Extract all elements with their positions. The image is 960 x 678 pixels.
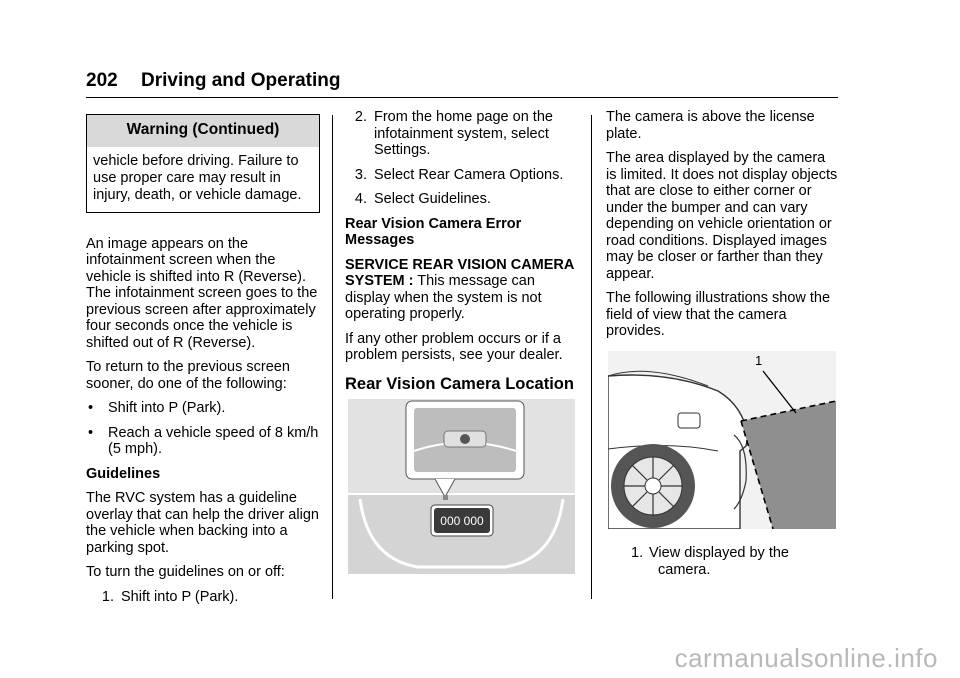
paragraph: To return to the previous screen sooner, do one of the following: [86, 359, 290, 392]
step-text: Select Rear Camera Options. [374, 166, 564, 183]
step-item [345, 191, 577, 208]
paragraph: The following illustrations show the field of view that the camera provides. [606, 290, 831, 339]
camera-location-heading: Rear Vision Camera Location [345, 374, 574, 393]
caption-line-2: camera. [658, 562, 711, 578]
step-number: 4. [354, 191, 367, 207]
license-plate-text: 000 000 [440, 514, 484, 528]
bullet-text: Reach a vehicle speed of 8 km/h (5 mph). [108, 424, 319, 457]
paragraph: An image appears on the infotainment screen when the vehicle is shifted into R (Reverse). The infotainment screen goes to the previous screen after approximately four seconds once the vehicle is shifted out of R (Reverse). [86, 235, 318, 351]
bullet-item [86, 425, 320, 458]
step-text: Shift into P (Park). [121, 588, 239, 605]
header-rule [86, 97, 838, 98]
warning-body: vehicle before driving. Failure to use proper care may result in injury, death, or vehicle damage. [93, 152, 302, 203]
step-number: 2. [354, 109, 367, 125]
paragraph: The RVC system has a guideline overlay that can help the driver align the vehicle when backing into a parking spot. [86, 490, 319, 556]
paragraph: The area displayed by the camera is limited. It does not display objects that are close to either corner or under the bumper and can vary depending on vehicle orientation or road conditions. Displayed images may be closer or farther than they appear. [606, 150, 838, 282]
caption-number: 1. [631, 545, 644, 561]
warning-title: Warning (Continued) [87, 115, 319, 147]
page-header [86, 70, 341, 92]
figure-caption [631, 545, 831, 579]
column-3 [606, 109, 838, 348]
field-of-view-illustration [608, 351, 836, 529]
step-item [345, 109, 577, 159]
bullet-symbol: • [88, 400, 94, 416]
step-item [345, 167, 577, 184]
camera-location-illustration [348, 399, 575, 574]
section-title: Driving and Operating [140, 70, 341, 91]
error-messages-heading: Rear Vision Camera Error Messages [345, 215, 522, 248]
service-message-label: SERVICE REAR VISION CAMERA SYSTEM : [345, 256, 574, 289]
guidelines-heading: Guidelines [86, 465, 161, 482]
service-message-text: This message can display when the system is not operating properly. [345, 273, 542, 322]
bullet-symbol: • [88, 424, 94, 441]
column-2 [345, 109, 577, 392]
bullet-text: Shift into P (Park). [108, 400, 226, 416]
step-item [86, 589, 320, 606]
paragraph: The camera is above the license plate. [606, 109, 815, 142]
paragraph: If any other problem occurs or if a problem persists, see your dealer. [345, 330, 563, 363]
service-message-paragraph [345, 257, 577, 323]
step-text: From the home page on the infotainment system, select Settings. [374, 109, 553, 158]
column-divider-1 [332, 115, 333, 599]
bullet-item [86, 400, 320, 417]
column-divider-2 [591, 115, 592, 599]
page-number: 202 [86, 70, 118, 91]
step-text: Select Guidelines. [374, 191, 491, 207]
paragraph: To turn the guidelines on or off: [86, 564, 285, 580]
callout-number: 1 [755, 353, 763, 368]
column-1 [86, 114, 320, 613]
watermark: carmanualsonline.info [674, 643, 938, 673]
caption-line-1: View displayed by the [649, 545, 789, 561]
warning-box [86, 114, 320, 213]
step-number: 1. [101, 588, 114, 605]
step-number: 3. [354, 166, 367, 183]
